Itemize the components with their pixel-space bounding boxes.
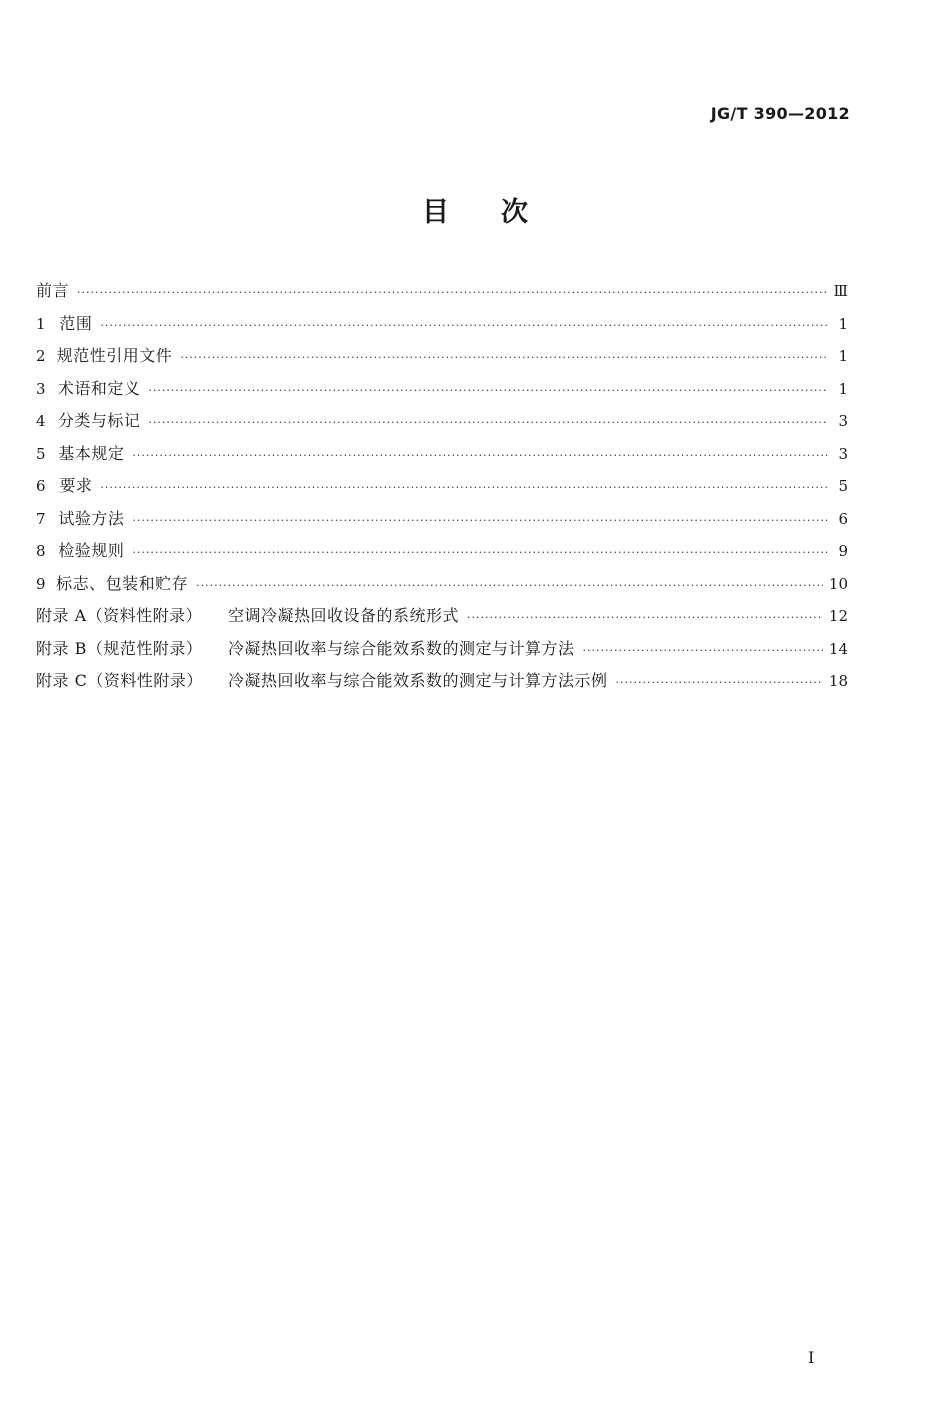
toc-leader-dots xyxy=(100,319,828,332)
toc-leader-dots xyxy=(132,449,828,462)
toc-appendix-label: 冷凝热回收率与综合能效系数的测定与计算方法 xyxy=(228,638,575,658)
toc-entry-number: 3 xyxy=(36,379,46,398)
toc-leader-dots xyxy=(132,514,828,527)
toc-entry-6[interactable] xyxy=(36,473,848,506)
toc-entry-page: Ⅲ xyxy=(833,282,848,300)
toc-entry-page: 10 xyxy=(828,574,848,593)
toc-entry-page: 1 xyxy=(838,314,848,333)
toc-appendix-a[interactable] xyxy=(36,603,848,636)
toc-entry-label: 术语和定义 xyxy=(57,378,141,398)
toc-entry-page: 6 xyxy=(838,509,848,528)
toc-appendix-label: 冷凝热回收率与综合能效系数的测定与计算方法示例 xyxy=(228,671,608,690)
toc-leader-dots xyxy=(132,546,828,559)
page-title-char-1: 目 xyxy=(422,197,449,228)
toc-entry-label: 范围 xyxy=(59,313,93,333)
toc-entry-2[interactable] xyxy=(36,343,848,376)
toc-entry-number: 2 xyxy=(36,347,46,365)
toc-appendix-id: 附录 B（规范性附录） xyxy=(36,638,203,658)
toc-entry-label: 规范性引用文件 xyxy=(56,346,173,365)
toc-entry-4[interactable] xyxy=(36,408,848,441)
toc-leader-dots xyxy=(148,416,828,429)
toc-entry-3[interactable] xyxy=(36,376,848,409)
toc-entry-page: 14 xyxy=(828,639,848,658)
page-title-char-2: 次 xyxy=(501,197,528,228)
toc-leader-dots xyxy=(180,351,828,364)
toc-leader-dots xyxy=(100,481,828,494)
toc-entry-label: 分类与标记 xyxy=(57,411,141,430)
toc-leader-dots xyxy=(583,644,823,657)
toc-leader-dots xyxy=(148,384,828,397)
toc-entry-number: 9 xyxy=(36,574,46,593)
toc-entry-page: 3 xyxy=(838,444,848,463)
toc-entry-page: 12 xyxy=(828,607,848,625)
toc-entry-number: 1 xyxy=(36,314,46,333)
toc-entry-number: 7 xyxy=(36,509,46,528)
toc-entry-number: 8 xyxy=(36,542,46,560)
toc-appendix-id: 附录 A（资料性附录） xyxy=(36,606,203,625)
toc-leader-dots xyxy=(196,579,823,592)
toc-entry-5[interactable] xyxy=(36,441,848,474)
toc-entry-label: 前言 xyxy=(36,281,70,300)
toc-leader-dots xyxy=(467,611,823,624)
toc-entry-page: 1 xyxy=(838,379,848,398)
toc-entry-label: 基本规定 xyxy=(58,443,125,463)
toc-entry-page: 5 xyxy=(838,477,848,495)
toc-entry-label: 试验方法 xyxy=(58,508,125,528)
standard-code: JG/T 390—2012 xyxy=(710,104,850,123)
page-number: I xyxy=(808,1348,815,1367)
toc-entry-number: 5 xyxy=(36,444,46,463)
toc-entry-page: 1 xyxy=(838,347,848,365)
toc-entry-number: 6 xyxy=(36,477,46,495)
toc-appendix-c[interactable] xyxy=(36,668,848,701)
toc-entry-page: 9 xyxy=(838,542,848,560)
toc-entry-7[interactable] xyxy=(36,506,848,539)
toc-appendix-label: 空调冷凝热回收设备的系统形式 xyxy=(228,606,460,625)
toc-appendix-b[interactable] xyxy=(36,636,848,669)
toc-entry-8[interactable] xyxy=(36,538,848,571)
toc-leader-dots xyxy=(616,676,823,689)
toc-entry-label: 检验规则 xyxy=(58,541,125,560)
toc-entry-page: 18 xyxy=(828,672,848,690)
toc-entry-9[interactable] xyxy=(36,571,848,604)
toc-entry-1[interactable] xyxy=(36,311,848,344)
table-of-contents xyxy=(36,278,848,701)
toc-leader-dots xyxy=(77,286,828,299)
toc-entry-label: 要求 xyxy=(59,476,93,495)
toc-appendix-id: 附录 C（资料性附录） xyxy=(36,671,203,690)
toc-entry-page: 3 xyxy=(838,412,848,430)
toc-entry-label: 标志、包装和贮存 xyxy=(56,573,189,593)
toc-entry-foreword[interactable] xyxy=(36,278,848,311)
toc-entry-number: 4 xyxy=(36,412,46,430)
page-title xyxy=(0,190,950,229)
